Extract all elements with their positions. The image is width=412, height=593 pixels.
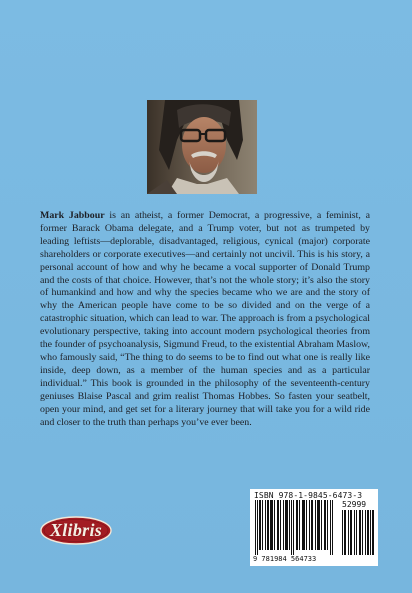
addon-barcode (342, 510, 374, 555)
barcode (250, 489, 378, 566)
isbn-label: ISBN 978-1-9845-6473-3 (254, 491, 363, 500)
ean-barcode (254, 500, 334, 555)
addon-digits: 52999 (342, 500, 367, 509)
blurb-text: is an atheist, a former Democrat, a progressive, a feminist, a former Barack Obama delegate, and a Trump voter, but not as trumpeted by leading leftists—deplorable, disadvantaged, religious, cynical (major) corporate shareholders or corporate executives—and certainly not uncivil. This is his story, a personal account of how and why he became a vocal supporter of Donald Trump and the costs of that choice. However, that’s not the whole story; it’s also the story of humankind and how and why the species became who we are and the story of why the American people have come to be so divided and on the verge of a catastrophic situation, which can lead to war. The approach is from a psychological evolutionary perspective, taking into account modern psychological theories from the founder of psychoanalysis, Sigmund Freud, to the existential Abraham Maslow, who famously said, “The thing to do seems to be to find out what one is really like inside, deep down, as a member of the human species and as a particular individual.” This book is grounded in the philosophy of the seventeenth-century geniuses Blaise Pascal and grim realist Thomas Hobbes. So fasten your seatbelt, open your mind, and get set for a literary journey that will take you for a wild ride and closer to the truth than perhaps you’ve ever been. (40, 210, 370, 428)
author-photo (147, 100, 257, 194)
author-blurb (40, 210, 370, 429)
publisher-name: Xlibris (49, 520, 103, 540)
publisher-logo (40, 516, 112, 545)
ean-digits: 9 781984 564733 (253, 555, 317, 563)
author-name: Mark Jabbour (40, 210, 105, 221)
